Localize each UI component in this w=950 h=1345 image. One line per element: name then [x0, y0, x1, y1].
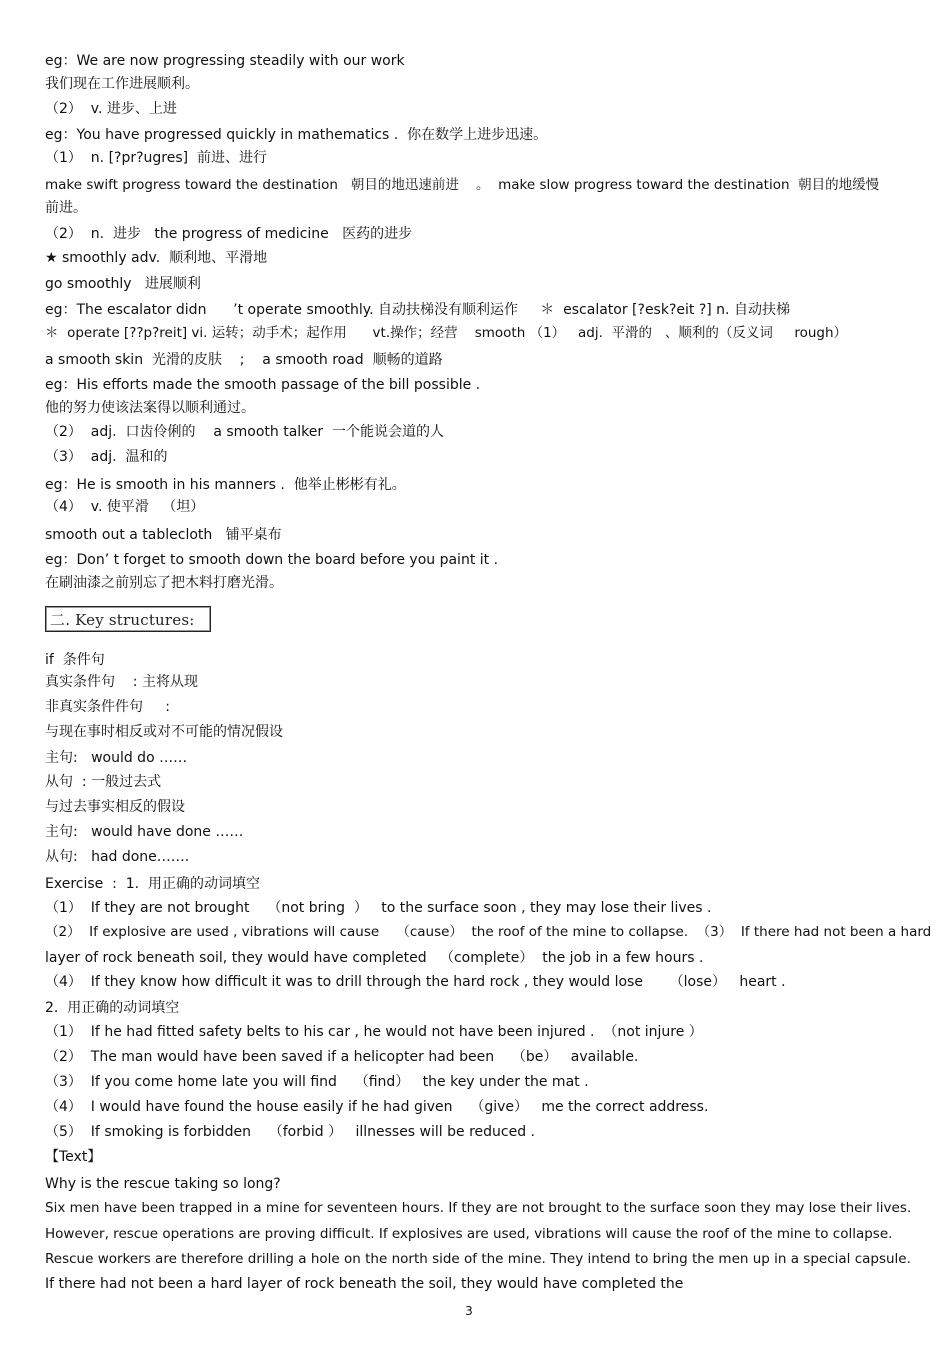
- page-number: 3: [465, 1304, 473, 1318]
- text-line: （2） v. 进步、上进: [45, 101, 177, 117]
- text-line: 从句: had done…….: [45, 849, 190, 865]
- text-line: （2） n. 进步 the progress of medicine 医药的进步: [45, 226, 413, 242]
- text-line: eg：The escalator didn ’t operate smoothly. 自动扶梯没有顺利运作 ＊ escalator [?esk?eit ?] n. 自动扶梯: [45, 302, 790, 318]
- text-line: 【Text】: [45, 1149, 102, 1165]
- text-line: eg：You have progressed quickly in mathematics . 你在数学上进步迅速。: [45, 127, 548, 143]
- text-line: （1） If they are not brought （not bring ） to the surface soon , they may lose their lives .: [45, 900, 712, 916]
- text-line: eg：We are now progressing steadily with our work: [45, 53, 405, 69]
- text-line: eg：Don’ t forget to smooth down the board before you paint it .: [45, 552, 499, 568]
- text-line: 2. 用正确的动词填空: [45, 1000, 180, 1016]
- text-line: （4） I would have found the house easily if he had given （give） me the correct address.: [45, 1099, 709, 1115]
- section-heading-key-structures: 二. Key structures:: [45, 606, 211, 632]
- text-line: Rescue workers are therefore drilling a hole on the north side of the mine. They intend to bring the men up in a special capsule.: [45, 1251, 911, 1267]
- text-line: go smoothly 进展顺利: [45, 276, 201, 292]
- text-line: （4） v. 使平滑 （坦）: [45, 499, 205, 515]
- text-line: eg：His efforts made the smooth passage of the bill possible .: [45, 377, 481, 393]
- text-line: 主句: would do ……: [45, 750, 188, 766]
- text-line: layer of rock beneath soil, they would have completed （complete） the job in a few hours .: [45, 950, 704, 966]
- text-line: ★ smoothly adv. 顺利地、平滑地: [45, 250, 268, 266]
- text-line: make swift progress toward the destination 朝目的地迅速前进 。 make slow progress toward the destination 朝目的地缓慢: [45, 177, 880, 193]
- text-line: 与现在事时相反或对不可能的情况假设: [45, 724, 283, 740]
- text-line: （3） If you come home late you will find （find） the key under the mat .: [45, 1074, 589, 1090]
- text-line: a smooth skin 光滑的皮肤 ; a smooth road 顺畅的道路: [45, 352, 443, 368]
- text-line: if 条件句: [45, 652, 105, 668]
- text-line: （2） The man would have been saved if a helicopter had been （be） available.: [45, 1049, 639, 1065]
- text-line: smooth out a tablecloth 铺平桌布: [45, 527, 282, 543]
- text-line: 在刷油漆之前别忘了把木料打磨光滑。: [45, 575, 283, 591]
- text-line: 他的努力使该法案得以顺利通过。: [45, 400, 255, 416]
- text-line: 我们现在工作进展顺利。: [45, 76, 199, 92]
- text-line: （2） adj. 口齿伶俐的 a smooth talker 一个能说会道的人: [45, 424, 445, 440]
- text-line: （1） n. [?pr?ugres] 前进、进行: [45, 150, 268, 166]
- text-line: （1） If he had fitted safety belts to his car , he would not have been injured . （not injure ）: [45, 1024, 703, 1040]
- text-line: 真实条件句 : 主将从现: [45, 674, 198, 690]
- text-line: （2） If explosive are used , vibrations will cause （cause） the roof of the mine to collapse. （3） If there had not been a hard: [45, 924, 932, 940]
- text-line: （5） If smoking is forbidden （forbid ） illnesses will be reduced .: [45, 1124, 535, 1140]
- text-line: （4） If they know how difficult it was to drill through the hard rock , they would lose （lose） heart .: [45, 974, 786, 990]
- text-line: If there had not been a hard layer of rock beneath the soil, they would have completed the: [45, 1276, 684, 1292]
- text-line: 与过去事实相反的假设: [45, 799, 185, 815]
- text-line: 从句 : 一般过去式: [45, 774, 162, 790]
- text-line: 非真实条件件句 :: [45, 699, 170, 715]
- text-line: Why is the rescue taking so long?: [45, 1176, 281, 1192]
- text-line: 前进。: [45, 200, 87, 216]
- text-line: （3） adj. 温和的: [45, 449, 168, 465]
- text-line: Exercise : 1. 用正确的动词填空: [45, 876, 261, 892]
- text-line: 主句: would have done ……: [45, 824, 244, 840]
- text-line: Six men have been trapped in a mine for seventeen hours. If they are not brought to the surface soon they may lose their lives.: [45, 1200, 912, 1216]
- text-line: However, rescue operations are proving difficult. If explosives are used, vibrations will cause the roof of the mine to collapse.: [45, 1226, 893, 1242]
- text-line: eg：He is smooth in his manners . 他举止彬彬有礼。: [45, 477, 406, 493]
- text-line: ＊ operate [??p?reit] vi. 运转；动手术；起作用 vt.操作；经营 smooth （1） adj. 平滑的 、顺利的（反义词 rough）: [45, 325, 848, 341]
